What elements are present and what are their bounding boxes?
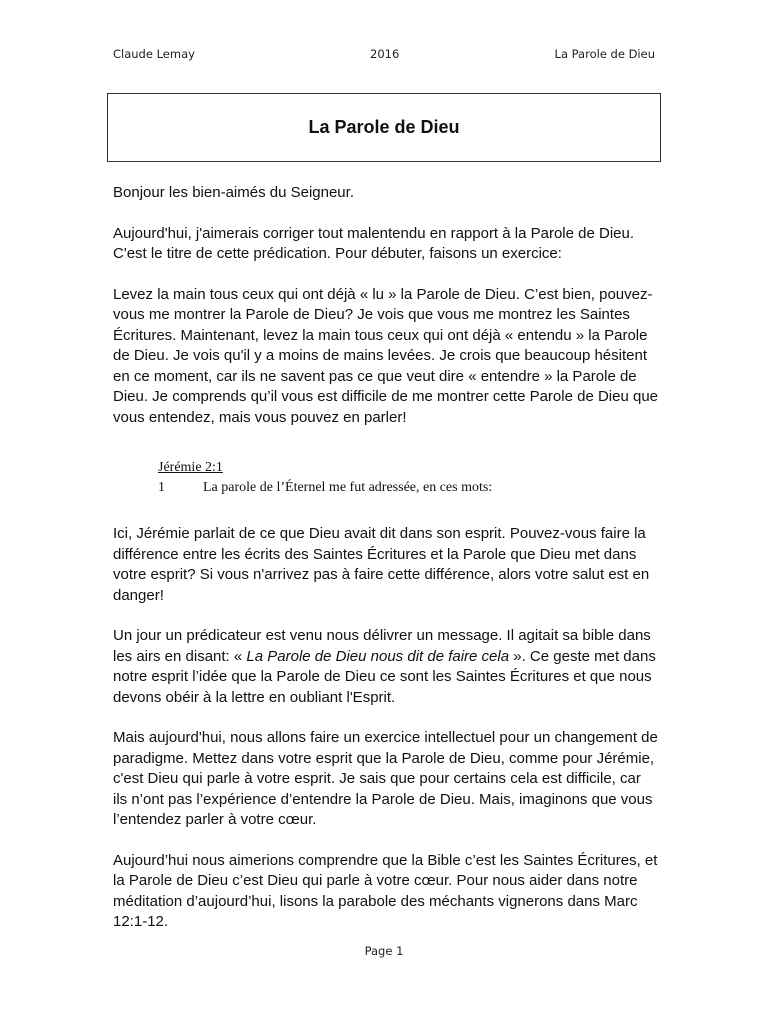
paragraph-greeting: Bonjour les bien-aimés du Seigneur.	[113, 184, 354, 201]
header-year: 2016	[370, 47, 400, 61]
title-box	[107, 93, 661, 162]
preacher-quote: La Parole de Dieu nous dit de faire cela	[246, 647, 510, 665]
paragraph-intro: Aujourd'hui, j'aimerais corriger tout malentendu en rapport à la Parole de Dieu. C'est le titre de cette prédication. Pour débuter, faisons un exercice:	[113, 224, 635, 262]
paragraph-exercise: Levez la main tous ceux qui ont déjà « lu » la Parole de Dieu. C’est bien, pouvez-vous me montrer la Parole de Dieu? Je vois que vous me montrez les Saintes Écritures. Maintenant, levez la main tous ceux qui ont déjà « entendu » la Parole de Dieu. Je vois qu'il y a moins de mains levées. Je crois que beaucoup hésitent en ce moment, car ils ne savent pas ce que veut dire « entendre » la Parole de Dieu. Je comprends qu’il vous est difficile de me montrer cette Parole de Dieu que vous entendez, mais vous pouvez en parler!	[113, 285, 659, 426]
preacher-text-before: Un jour un prédicateur est venu nous délivrer un message. Il agitait sa bible dans les airs en disant: «	[113, 627, 651, 665]
verse-line	[158, 478, 658, 498]
verse-quote	[158, 458, 658, 498]
paragraph-preacher	[113, 626, 658, 708]
page-title: La Parole de Dieu	[308, 117, 460, 137]
page-header	[113, 47, 655, 65]
paragraph-jeremie: Ici, Jérémie parlait de ce que Dieu avait dit dans son esprit. Pouvez-vous faire la différence entre les écrits des Saintes Écritures et la Parole que Dieu met dans votre esprit? Si vous n'arrivez pas à faire cette différence, alors votre salut est en danger!	[113, 525, 650, 604]
paragraph-paradigm: Mais aujourd'hui, nous allons faire un exercice intellectuel pour un changement de paradigme. Mettez dans votre esprit que la Parole de Dieu, comme pour Jérémie, c'est Dieu qui parle à votre esprit. Je sais que pour certains cela est difficile, car ils n’ont pas l’expérience d’entendre la Parole de Dieu. Mais, imaginons que vous l’entendez parler à votre cœur.	[113, 729, 658, 828]
verse-text: La parole de l’Éternel me fut adressée, en ces mots:	[203, 480, 493, 495]
header-author: Claude Lemay	[113, 47, 195, 61]
verse-reference: Jérémie 2:1	[158, 460, 223, 475]
document-body	[113, 183, 658, 953]
page-footer: Page 1	[364, 944, 404, 958]
preacher-text-after: ». Ce geste met dans notre esprit l’idée que la Parole de Dieu ce sont les Saintes Écritures et que nous devons obéir à la lettre en oubliant l'Esprit.	[113, 647, 656, 706]
header-doc-title: La Parole de Dieu	[554, 47, 655, 61]
paragraph-conclusion: Aujourd’hui nous aimerions comprendre que la Bible c’est les Saintes Écritures, et la Parole de Dieu c’est Dieu qui parle à votre cœur. Pour nous aider dans notre méditation d’aujourd’hui, lisons la parabole des méchants vignerons dans Marc 12:1-12.	[113, 851, 658, 930]
verse-number: 1	[158, 480, 165, 495]
